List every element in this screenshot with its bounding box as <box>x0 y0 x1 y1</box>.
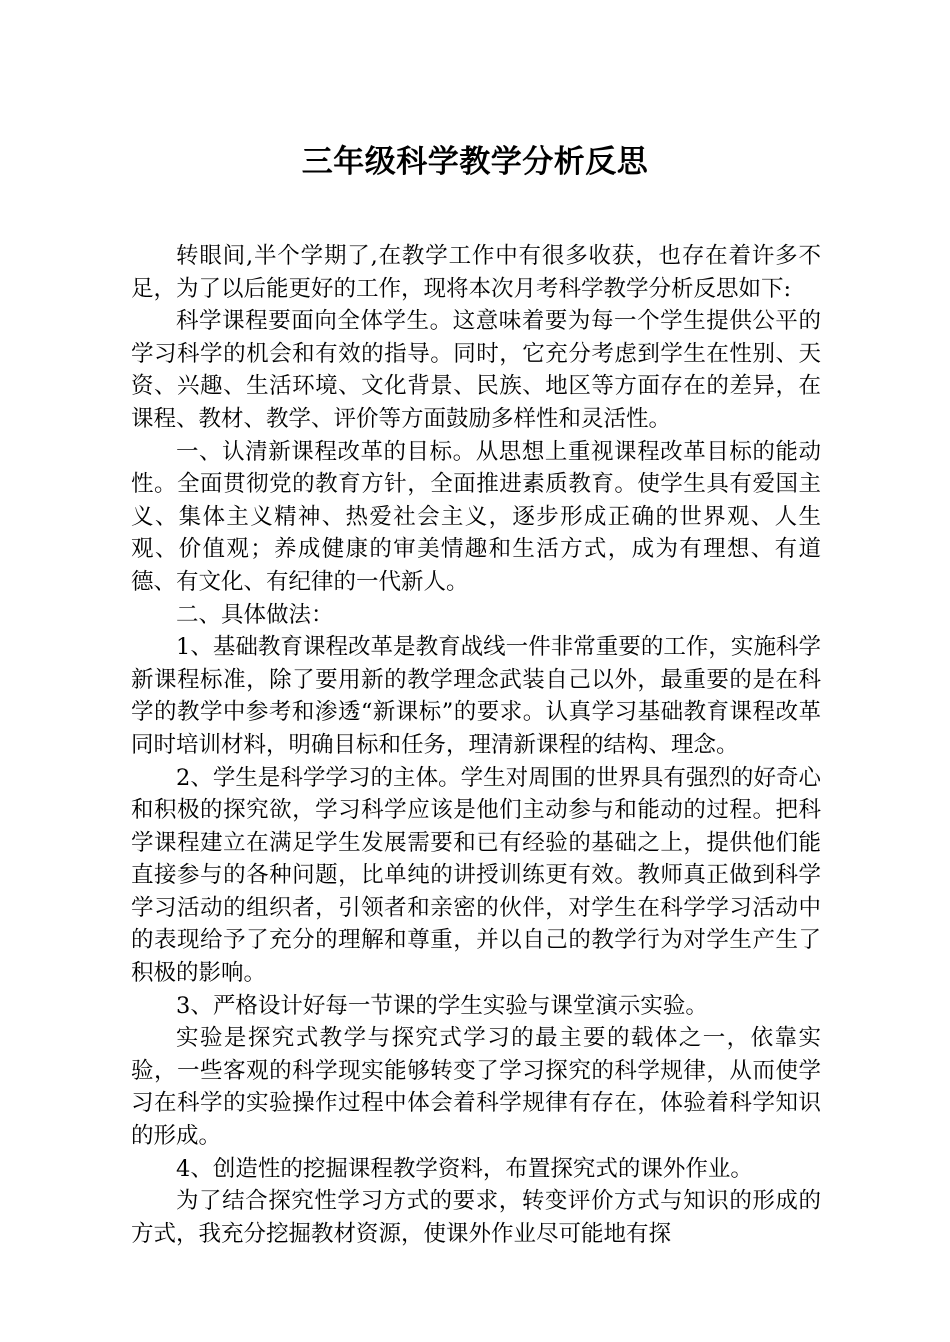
paragraph-experiment: 实验是探究式教学与探究式学习的最主要的载体之一，依靠实验，一些客观的科学现实能够转变了学习探究的科学规律，从而使学习在科学的实验操作过程中体会着科学规律有存在，体验着科学知识的形成。 <box>131 1025 821 1150</box>
document-body <box>131 240 821 1250</box>
paragraph-item-4: 4、创造性的挖掘课程教学资料，布置探究式的课外作业。 <box>176 1155 753 1182</box>
document-title: 三年级科学教学分析反思 <box>301 144 649 180</box>
paragraph-course-for-all: 科学课程要面向全体学生。这意味着要为每一个学生提供公平的学习科学的机会和有效的指导。同时，它充分考虑到学生在性别、天资、兴趣、生活环境、文化背景、民族、地区等方面存在的差异，在课程、教材、教学、评价等方面鼓励多样性和灵活性。 <box>131 308 821 432</box>
paragraph-item-3: 3、严格设计好每一节课的学生实验与课堂演示实验。 <box>176 992 708 1019</box>
paragraph-item-2: 2、学生是科学学习的主体。学生对周围的世界具有强烈的好奇心和积极的探究欲，学习科学应该是他们主动参与和能动的过程。把科学课程建立在满足学生发展需要和已有经验的基础之上，提供他们能直接参与的各种问题，比单纯的讲授训练更有效。教师真正做到科学学习活动的组织者，引领者和亲密的伙伴，对学生在科学学习活动中的表现给予了充分的理解和尊重，并以自己的教学行为对学生产生了积极的影响。 <box>131 764 821 987</box>
paragraph-section-two-heading: 二、具体做法： <box>176 601 334 628</box>
paragraph-section-one: 一、认清新课程改革的目标。从思想上重视课程改革目标的能动性。全面贯彻党的教育方针，全面推进素质教育。使学生具有爱国主义、集体主义精神、热爱社会主义，逐步形成正确的世界观、人生观、价值观；养成健康的审美情趣和生活方式，成为有理想、有道德、有文化、有纪律的一代新人。 <box>131 438 821 595</box>
paragraph-item-1: 1、基础教育课程改革是教育战线一件非常重要的工作，实施科学新课程标准，除了要用新的教学理念武装自己以外，最重要的是在科学的教学中参考和渗透“新课标”的要求。认真学习基础教育课程改革同时培训材料，明确目标和任务，理清新课程的结构、理念。 <box>131 634 821 758</box>
paragraph-intro: 转眼间,半个学期了,在教学工作中有很多收获，也存在着许多不足，为了以后能更好的工作，现将本次月考科学教学分析反思如下: <box>131 243 821 302</box>
paragraph-homework: 为了结合探究性学习方式的要求，转变评价方式与知识的形成的方式，我充分挖掘教材资源，使课外作业尽可能地有探 <box>131 1188 821 1247</box>
